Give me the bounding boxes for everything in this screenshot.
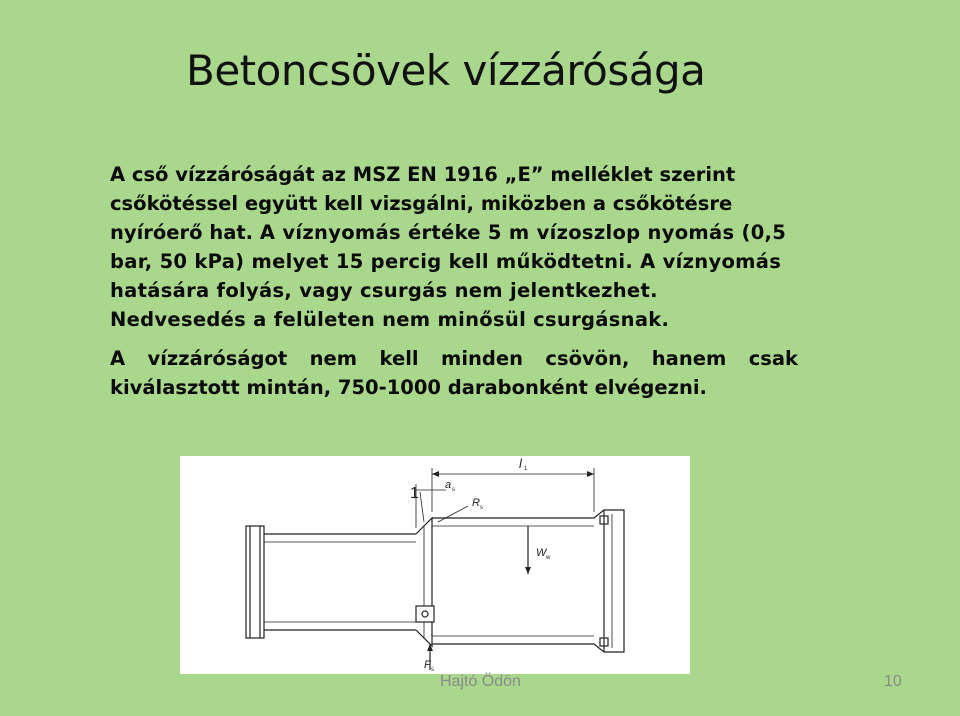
label-f: F (424, 659, 431, 671)
p1-line-3: nyíróerő hat. (110, 221, 254, 244)
joint-ring (416, 606, 434, 622)
label-r: R (472, 497, 480, 509)
slide-title: Betoncsövek vízzárósága (186, 46, 706, 95)
p1-rest: A víznyomás értéke 5 m vízoszlop nyomás (0,5 bar, 50 kPa) melyet 15 percig kell működtetni. A víznyomás hatására folyás, vagy csurgás nem jelentkezhet. Nedvesedés a felületen nem minősül csurgásnak. (110, 221, 787, 331)
slide-number: 10 (884, 673, 902, 690)
pipe-diagram (180, 456, 690, 674)
label-w-sub: w (546, 555, 551, 561)
paragraph-2: A vízzáróságot nem kell minden csövön, hanem csak kiválasztott mintán, 750-1000 darabonként elvégezni. (110, 347, 798, 399)
slide-body (110, 160, 798, 402)
left-pipe-flange (246, 526, 264, 638)
label-w: W (536, 547, 547, 559)
paragraph-1-head (110, 160, 798, 334)
label-r-sub: s (480, 505, 483, 511)
label-l: l (519, 456, 522, 471)
left-pipe-body (264, 534, 416, 630)
label-f-sub: s (431, 667, 434, 673)
label-l-sub: 1 (524, 466, 528, 472)
p1-line-2: csőkötéssel együtt kell vizsgálni, miközben a csőkötésre (110, 192, 733, 215)
label-1: 1 (410, 485, 419, 502)
pipe-drawing (180, 456, 690, 674)
p1-line-1: A cső vízzáróságát az MSZ EN 1916 „E” melléklet szerint (110, 163, 736, 186)
label-a: a (445, 479, 452, 491)
label-a-sub: s (452, 487, 455, 493)
footer-author: Hajtó Ödön (440, 673, 521, 690)
